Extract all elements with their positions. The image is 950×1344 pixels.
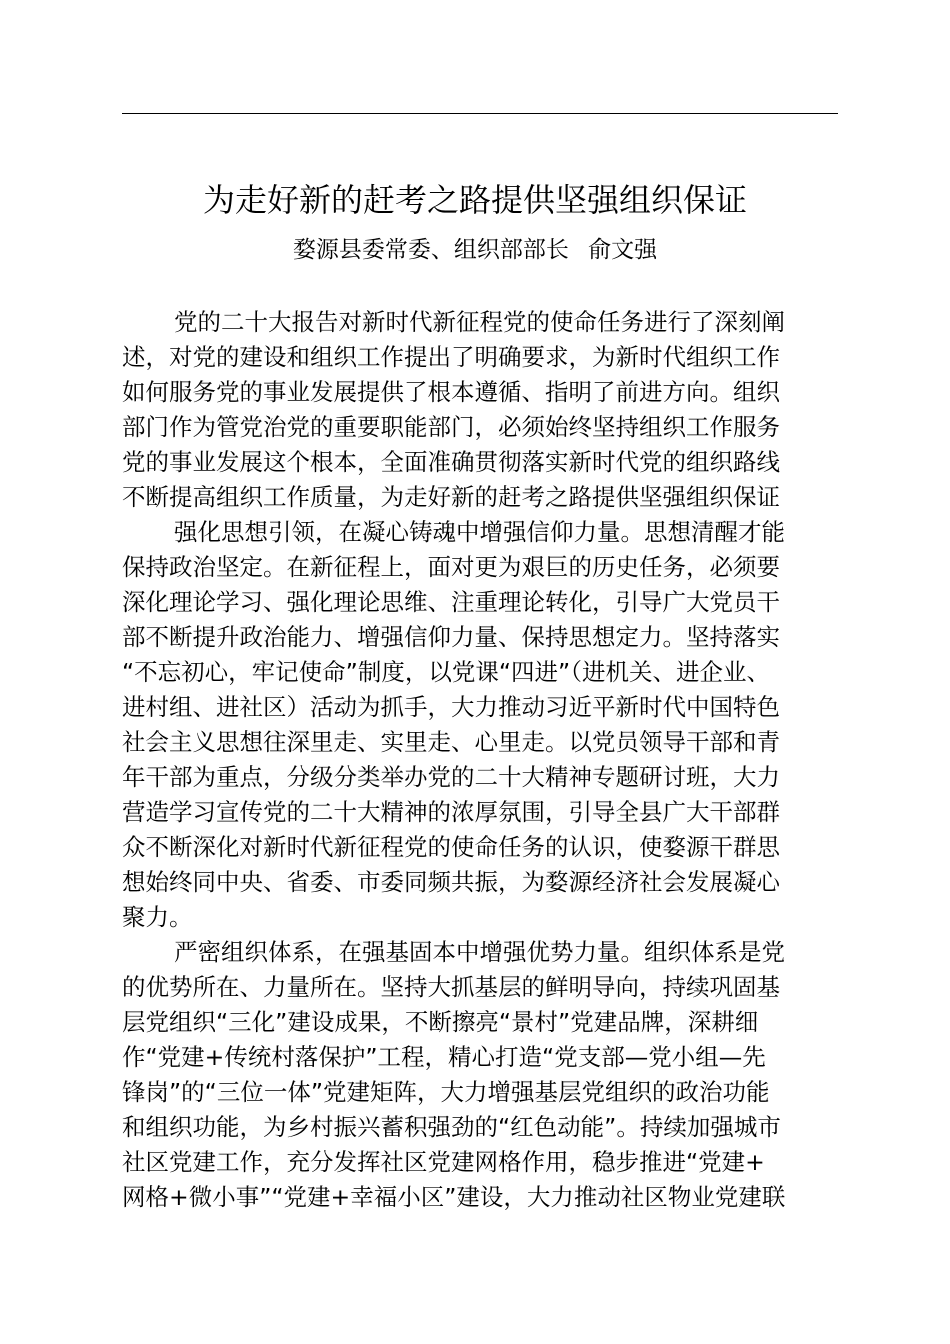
- text-line: 深化理论学习、强化理论思维、注重理论转化，引导广大党员干: [122, 588, 780, 616]
- author-title: 婺源县委常委、组织部部长: [292, 237, 569, 263]
- text-line: 严密组织体系，在强基固本中增强优势力量。组织体系是党: [174, 938, 785, 966]
- article-body: [122, 305, 838, 1215]
- text-line: 党的事业发展这个根本，全面准确贯彻落实新时代党的组织路线: [122, 448, 780, 476]
- text-line: 党的二十大报告对新时代新征程党的使命任务进行了深刻阐: [174, 308, 785, 336]
- paragraph-intro: [122, 305, 838, 515]
- paragraph-organization-system: [122, 935, 838, 1215]
- article-title: 为走好新的赶考之路提供坚强组织保证: [202, 181, 747, 219]
- text-line: 部不断提升政治能力、增强信仰力量、保持思想定力。坚持落实: [122, 623, 780, 651]
- header-rule: [122, 113, 838, 114]
- text-line: 述，对党的建设和组织工作提出了明确要求，为新时代组织工作: [122, 343, 780, 371]
- text-line: 众不断深化对新时代新征程党的使命任务的认识，使婺源干群思: [122, 833, 780, 861]
- byline: [0, 230, 950, 270]
- text-line: 锋岗”的“三位一体”党建矩阵，大力增强基层党组织的政治功能: [122, 1078, 770, 1106]
- text-line: 社会主义思想往深里走、实里走、心里走。以党员领导干部和青: [122, 728, 780, 756]
- author-name: 俞文强: [588, 237, 658, 263]
- text-line: 的优势所在、力量所在。坚持大抓基层的鲜明导向，持续巩固基: [122, 973, 780, 1001]
- text-line: 进村组、进社区）活动为抓手，大力推动习近平新时代中国特色: [122, 693, 780, 721]
- text-line: 保持政治坚定。在新征程上，面对更为艰巨的历史任务，必须要: [122, 553, 780, 581]
- text-line: 社区党建工作，充分发挥社区党建网格作用，稳步推进“党建+: [122, 1148, 765, 1176]
- text-line: 不断提高组织工作质量，为走好新的赶考之路提供坚强组织保证: [122, 483, 780, 511]
- text-line: 强化思想引领，在凝心铸魂中增强信仰力量。思想清醒才能: [174, 518, 785, 546]
- text-line: 想始终同中央、省委、市委同频共振，为婺源经济社会发展凝心: [122, 868, 780, 896]
- text-line: 部门作为管党治党的重要职能部门，必须始终坚持组织工作服务: [122, 413, 780, 441]
- text-line: 聚力。: [122, 903, 193, 931]
- text-line: 层党组织“三化”建设成果，不断擦亮“景村”党建品牌，深耕细: [122, 1008, 759, 1036]
- text-line: 网格+微小事”“党建+幸福小区”建设，大力推动社区物业党建联: [122, 1183, 786, 1211]
- text-line: 年干部为重点，分级分类举办党的二十大精神专题研讨班，大力: [122, 763, 780, 791]
- text-line: 作“党建+传统村落保护”工程，精心打造“党支部—党小组—先: [122, 1043, 766, 1071]
- paragraph-thought-guidance: [122, 515, 838, 935]
- text-line: “不忘初心，牢记使命”制度，以党课“四进”（进机关、进企业、: [122, 658, 770, 686]
- text-line: 营造学习宣传党的二十大精神的浓厚氛围，引导全县广大干部群: [122, 798, 780, 826]
- text-line: 和组织功能，为乡村振兴蓄积强劲的“红色动能”。持续加强城市: [122, 1113, 781, 1141]
- text-line: 如何服务党的事业发展提供了根本遵循、指明了前进方向。组织: [122, 378, 780, 406]
